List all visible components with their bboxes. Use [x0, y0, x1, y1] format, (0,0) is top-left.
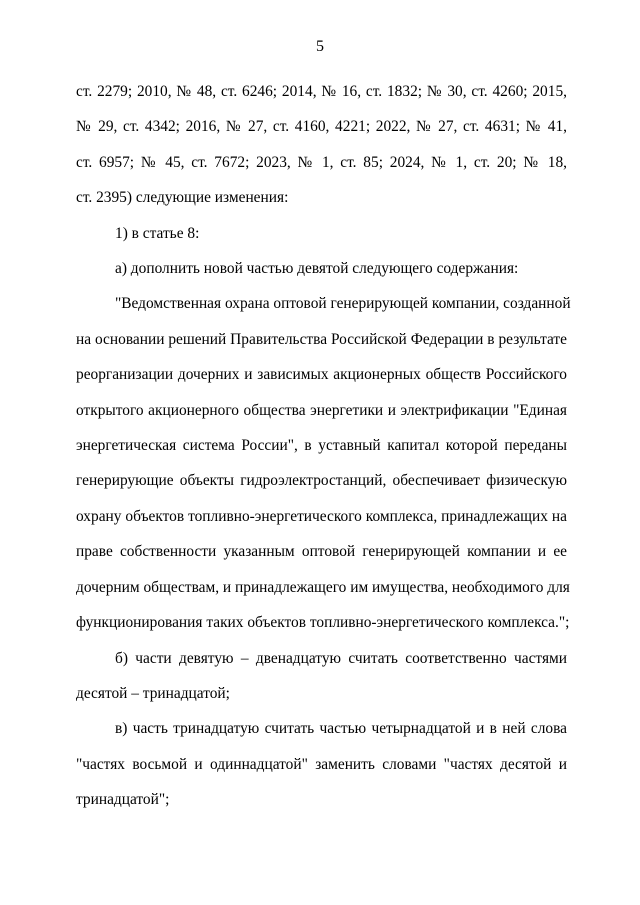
text-line: функционирования таких объектов топливно-энергетического комплекса."; — [76, 614, 570, 632]
text-line: "Ведомственная охрана оптовой генерирующей компании, созданной — [115, 295, 571, 313]
text-line: открытого акционерного общества энергетики и электрификации "Единая — [76, 401, 567, 419]
paragraph-item-v — [76, 711, 567, 817]
text-line: праве собственности указанным оптовой генерирующей компании и ее — [76, 543, 567, 561]
text-line: в) часть тринадцатую считать частью четырнадцатой и в ней слова — [115, 720, 567, 738]
text-line: генерирующие объекты гидроэлектростанций, обеспечивает физическую — [76, 472, 567, 490]
text-line: 1) в статье 8: — [115, 224, 200, 242]
paragraph-quoted-text — [76, 286, 571, 640]
paragraph-item-1 — [76, 216, 567, 251]
document-body — [76, 74, 571, 818]
text-line: десятой – тринадцатой; — [76, 684, 230, 702]
text-line: дочерним обществам, и принадлежащего им имущества, необходимого для — [76, 578, 570, 596]
text-line: энергетическая система России", в уставный капитал которой переданы — [76, 437, 567, 455]
text-line: ст. 6957; № 45, ст. 7672; 2023, № 1, ст. 85; 2024, № 1, ст. 20; № 18, — [76, 153, 567, 171]
text-line: б) части девятую – двенадцатую считать соответственно частями — [115, 649, 567, 667]
text-line: на основании решений Правительства Российской Федерации в результате — [76, 330, 567, 348]
text-line: тринадцатой"; — [76, 791, 170, 809]
page-number: 5 — [316, 38, 324, 55]
text-line: № 29, ст. 4342; 2016, № 27, ст. 4160, 4221; 2022, № 27, ст. 4631; № 41, — [76, 118, 567, 136]
text-line: ст. 2279; 2010, № 48, ст. 6246; 2014, № 16, ст. 1832; № 30, ст. 4260; 2015, — [76, 83, 567, 100]
paragraph-item-b — [76, 641, 567, 712]
text-line: а) дополнить новой частью девятой следующего содержания: — [115, 260, 519, 278]
text-line: реорганизации дочерних и зависимых акционерных обществ Российского — [76, 366, 567, 384]
text-line: "частях восьмой и одиннадцатой" заменить словами "частях десятой и — [76, 755, 567, 773]
text-line: ст. 2395) следующие изменения: — [76, 189, 289, 207]
paragraph-item-a — [76, 251, 567, 286]
paragraph-legislation-refs — [76, 74, 567, 216]
text-line: охрану объектов топливно-энергетического комплекса, принадлежащих на — [76, 507, 567, 525]
